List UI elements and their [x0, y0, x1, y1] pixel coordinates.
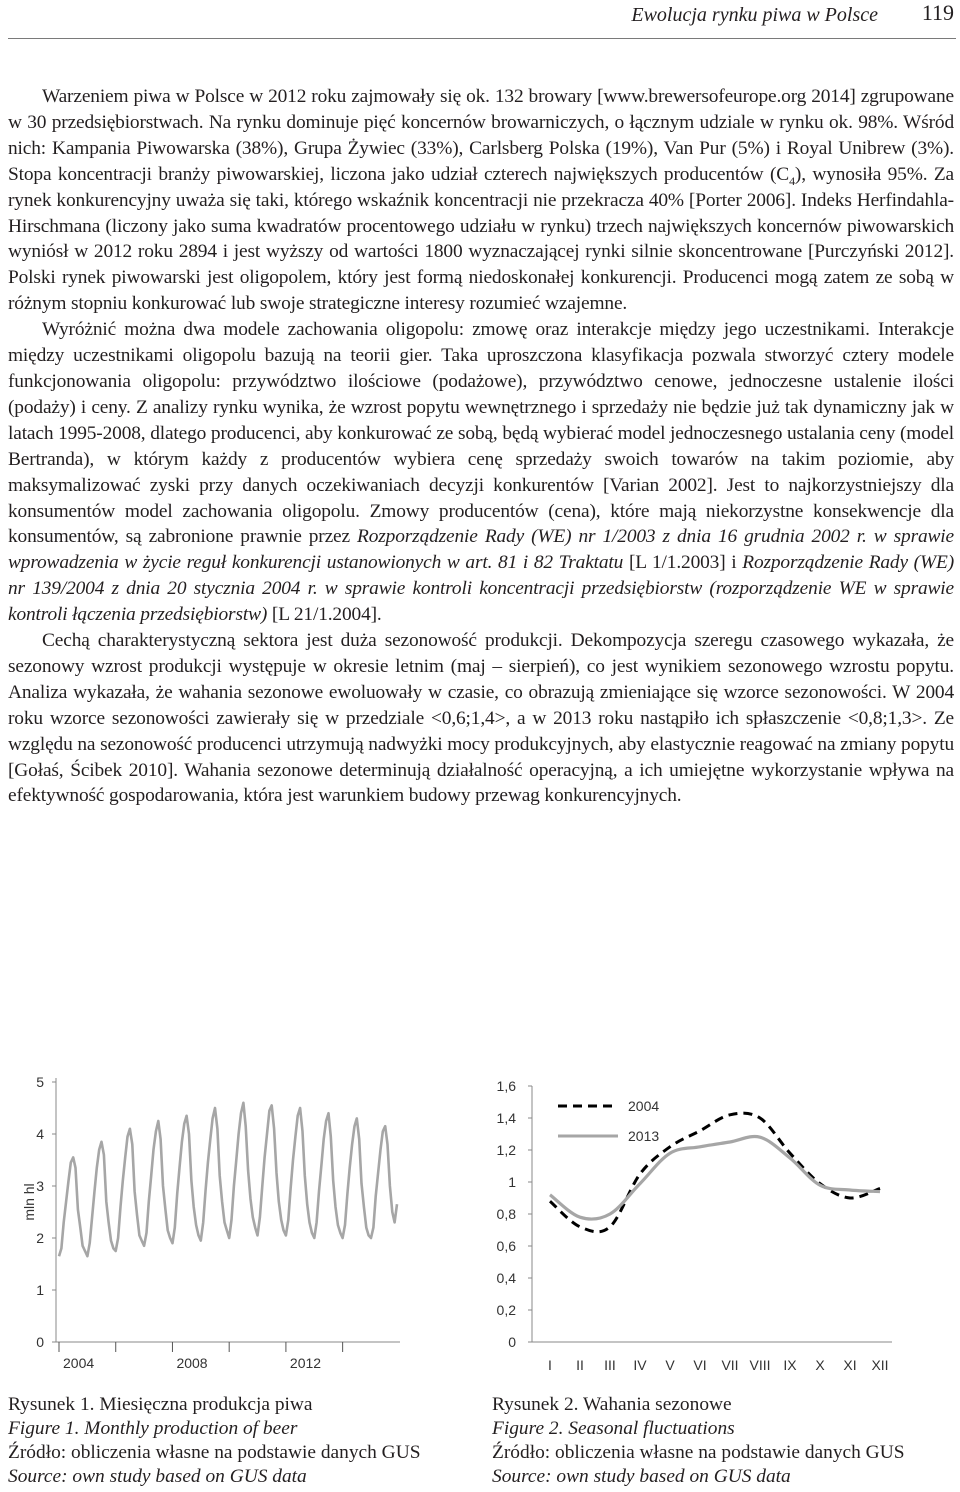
x-tick-label: X [815, 1357, 825, 1373]
body-text [8, 84, 954, 809]
monthly-production-chart [12, 1070, 412, 1390]
y-tick-label: 1,6 [496, 1078, 516, 1094]
figure-1-title-en: Figure 1. Monthly production of beer [8, 1418, 298, 1439]
production-series-line [59, 1103, 397, 1256]
x-tick-label: I [548, 1357, 552, 1373]
figure-2-title-pl: Rysunek 2. Wahania sezonowe [492, 1394, 732, 1415]
y-tick-label: 4 [36, 1126, 44, 1142]
x-tick-label: 2008 [176, 1355, 208, 1371]
x-tick-label: V [665, 1357, 675, 1373]
paragraph-3 [8, 628, 954, 809]
page-number: 119 [921, 0, 954, 25]
paragraph-2 [8, 317, 954, 628]
figure-1-source-en: Source: own study based on GUS data [8, 1466, 307, 1487]
y-tick-label: 5 [36, 1074, 44, 1090]
figure-1 [12, 1070, 412, 1390]
figure-2 [488, 1070, 908, 1390]
legend-label-2013: 2013 [628, 1128, 660, 1144]
figure-1-title-pl: Rysunek 1. Miesięczna produkcja piwa [8, 1394, 313, 1415]
p2-regulation-1: Rozporządzenie Rady (WE) nr 1/2003 z dnia 16 grudnia 2002 r. w sprawie wprowadzenia w życie reguł konkurencji ustanowionych w art. 81 i 82 Traktatu [8, 526, 954, 574]
y-tick-label: 0,4 [496, 1270, 516, 1286]
y-axis-label: mln hl [21, 1183, 37, 1221]
p1-text-a: Warzeniem piwa w Polsce w 2012 roku zajmowały się ok. 132 browary [www.brewersofeurope.org 2014] zgrupowane w 30 przedsiębiorstwach. Na rynku dominuje pięć koncernów browarniczych, o łącznym udziale w rynku ok. 98%. Wśród nich: Kampania Piwowarska (38%), Grupa Żywiec (33%), Carlsberg Polska (19%), Van Pur (5%) i Royal Unibrew (3%). Stopa koncentracji branży piwowarskiej, liczona jako udział czterech największych producentów (C [8, 86, 954, 185]
y-tick-label: 0 [508, 1334, 516, 1350]
y-tick-label: 0,2 [496, 1302, 516, 1318]
figure-2-source-en: Source: own study based on GUS data [492, 1466, 791, 1487]
figure-1-caption [8, 1393, 420, 1489]
y-tick-label: 1 [36, 1282, 44, 1298]
series-line-2004 [550, 1113, 880, 1232]
x-tick-label: IX [783, 1357, 797, 1373]
p1-subscript: 4 [789, 173, 795, 188]
figure-1-source-pl: Źródło: obliczenia własne na podstawie danych GUS [8, 1442, 421, 1463]
p2-text-a: Wyróżnić można dwa modele zachowania oligopolu: zmowę oraz interakcje między jego uczestnikami. Interakcje między uczestnikami oligopolu bazują na teorii gier. Taka uproszczona klasyfikacja pozwala stworzyć cztery modele funkcjonowania oligopolu: przywództwo ilościowe (podażowe), przywództwo cenowe, jednoczesne ustalenie ilości (podaży) i ceny. Z analizy rynku wynika, że wzrost popytu wewnętrznego i sprzedaży nie będzie już tak dynamiczny jak w latach 1995-2008, dlatego producenci, aby konkurować ze sobą, będą wybierać model jednoczesnego ustalania ceny (model Bertranda), w którym każdy z producentów wybiera cenę sprzedaży swoich towarów na takim poziomie, aby maksymalizować zyski przy danych oczekiwaniach decyzji konkurentów [Varian 2002]. Jest to najkorzystniejszy dla konsumentów model zachowania oligopolu. Zmowy producentów (cena), które mają niekorzystne konsekwencje dla konsumentów, są zabronione prawnie przez [8, 319, 954, 548]
x-tick-label: VI [693, 1357, 707, 1373]
x-tick-label: II [576, 1357, 584, 1373]
x-tick-label: XII [871, 1357, 889, 1373]
series-line-2013 [550, 1137, 880, 1220]
y-tick-label: 1 [508, 1174, 516, 1190]
x-tick-label: VIII [749, 1357, 771, 1373]
running-header [0, 0, 960, 40]
x-tick-label: 2012 [289, 1355, 322, 1371]
y-tick-label: 3 [36, 1178, 44, 1194]
x-tick-label: VII [721, 1357, 739, 1373]
legend-label-2004: 2004 [628, 1098, 660, 1114]
p1-text-b: ), wynosiła 95%. Za rynek konkurencyjny uważa się taki, którego wskaźnik koncentracji nie przekracza 40% [Porter 2006]. Indeks Herfindahla-Hirschmana (liczony jako suma kwadratów procentowego udziału w rynku) trzech największych koncernów piwowarskich wyniósł w 2012 roku 2894 i jest wyższy od wartości 1800 wyznaczającej rynki silnie skoncentrowane [Purczyński 2012]. Polski rynek piwowarski jest oligopolem, który jest formą niedoskonałej konkurencji. Producenci mogą zatem ze sobą w różnym stopniu konkurować lub swoje strategiczne interesy rozumieć wzajemne. [8, 163, 955, 315]
running-title: Ewolucja rynku piwa w Polsce [631, 4, 878, 26]
y-tick-label: 2 [36, 1230, 44, 1246]
y-tick-label: 0 [36, 1334, 44, 1350]
y-tick-label: 1,2 [496, 1142, 516, 1158]
y-tick-label: 0,6 [496, 1238, 516, 1254]
p2-text-b: [L 1/1.2003] i [623, 552, 743, 574]
x-tick-label: IV [633, 1357, 647, 1373]
figure-2-source-pl: Źródło: obliczenia własne na podstawie danych GUS [492, 1442, 905, 1463]
p3-text: Cechą charakterystyczną sektora jest duża sezonowość produkcji. Dekompozycja szeregu czasowego wykazała, że sezonowy wzrost produkcji występuje w okresie letnim (maj – sierpień), co jest wynikiem sezonowego wzrostu popytu. Analiza wykazała, że wahania sezonowe ewoluowały w czasie, co obrazują zmieniające się wzorce sezonowości. W 2004 roku wzorce sezonowości zawierały się w przedziale <0,6;1,4>, a w 2013 roku nastąpiło ich spłaszczenie <0,8;1,3>. Ze względu na sezonowość producenci utrzymują nadwyżki mocy produkcyjnych, aby elastycznie reagować na zmiany popytu [Gołaś, Ścibek 2010]. Wahania sezonowe determinują działalność operacyjną, a ich umiejętne wykorzystanie wpływa na efektywność gospodarowania, która jest warunkiem budowy przewag konkurencyjnych. [8, 630, 954, 807]
x-tick-label: III [604, 1357, 616, 1373]
y-tick-label: 1,4 [496, 1110, 516, 1126]
header-rule [8, 38, 956, 39]
p2-text-c: [L 21/1.2004]. [267, 604, 382, 626]
figure-2-title-en: Figure 2. Seasonal fluctuations [492, 1418, 735, 1439]
x-tick-label: 2004 [63, 1355, 95, 1371]
figure-2-caption [492, 1393, 904, 1489]
x-tick-label: XI [843, 1357, 857, 1373]
seasonal-fluctuations-chart [488, 1070, 908, 1390]
p2-regulation-2: Rozporządzenie Rady (WE) nr 139/2004 z dnia 20 stycznia 2004 r. w sprawie kontroli koncentracji przedsiębiorstw (rozporządzenie WE w sprawie kontroli łączenia przedsiębiorstw) [8, 552, 954, 626]
paragraph-1 [8, 84, 954, 317]
y-tick-label: 0,8 [496, 1206, 516, 1222]
